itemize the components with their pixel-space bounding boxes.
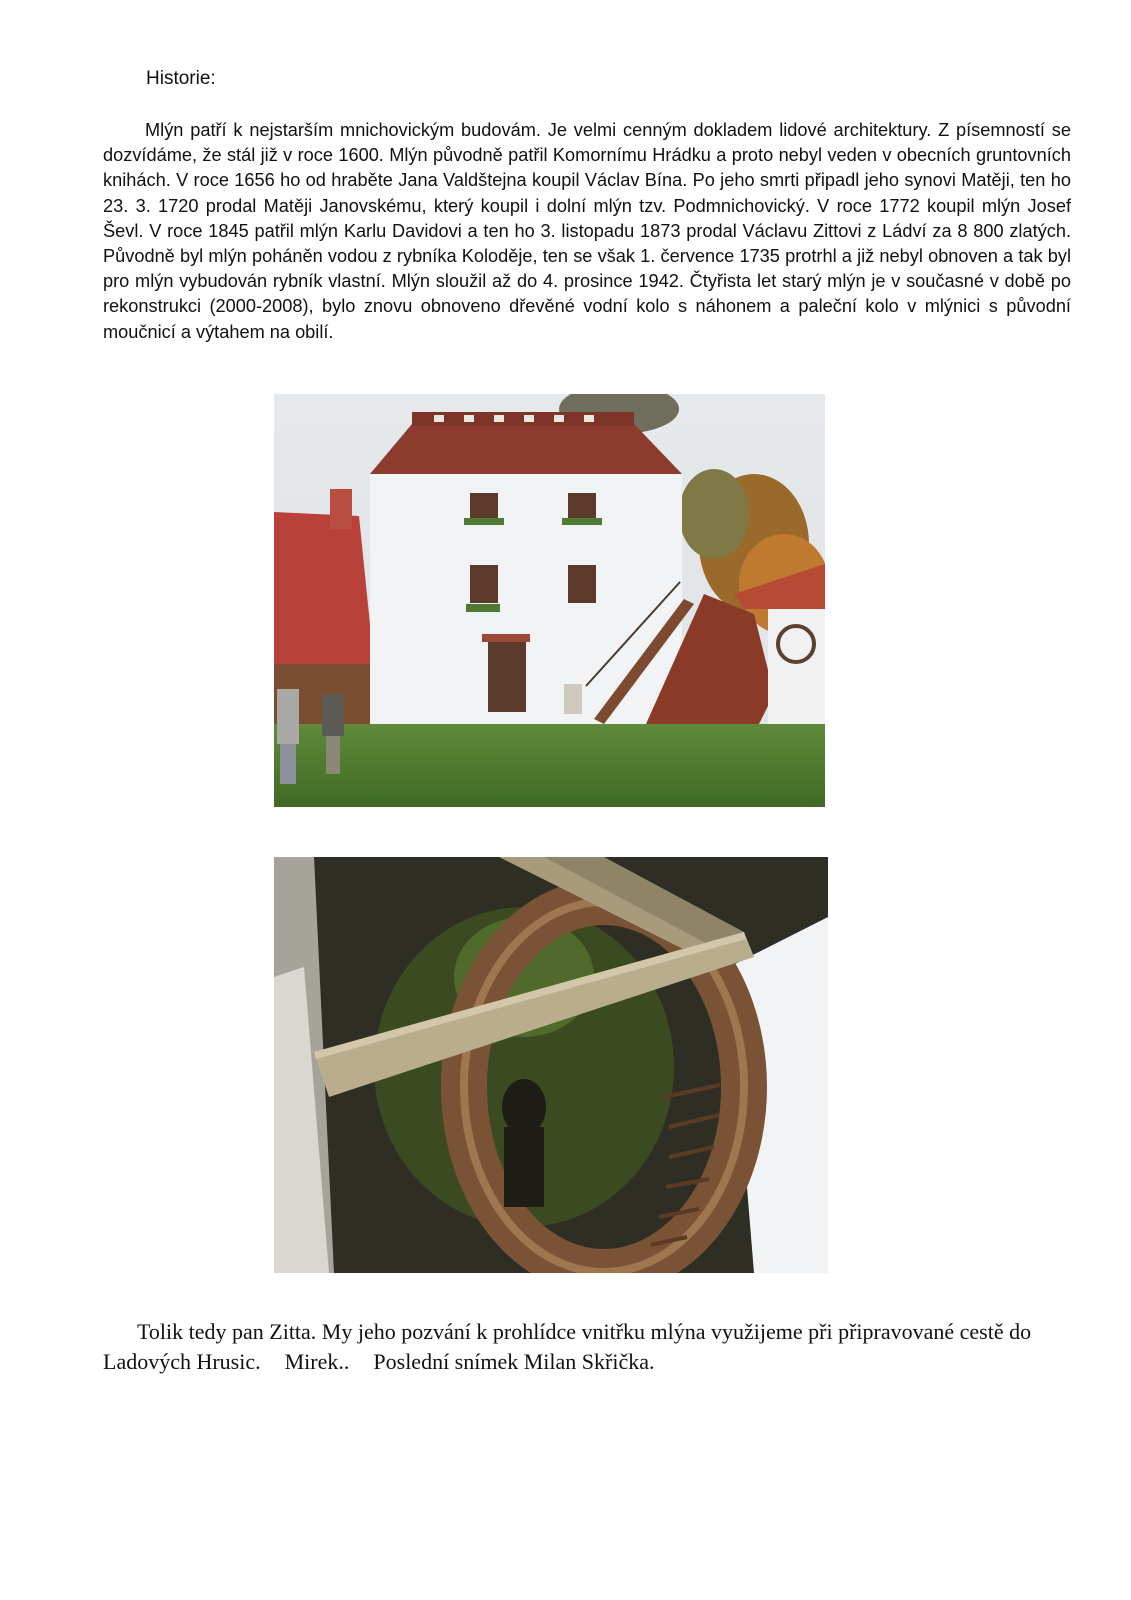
section-heading: Historie: <box>146 68 216 89</box>
photo-credit: Poslední snímek Milan Skřička. <box>373 1349 655 1374</box>
mill-building-photo <box>274 394 825 807</box>
closing-text: Tolik tedy pan Zitta. My jeho pozvání k prohlídce vnitřku mlýna využijeme při připravované cestě do Ladových Hrusic. <box>103 1319 1032 1374</box>
closing-paragraph <box>103 1317 1063 1377</box>
signature: Mirek.. <box>284 1349 350 1374</box>
water-wheel-photo <box>274 857 828 1273</box>
history-paragraph: Mlýn patří k nejstarším mnichovickým budovám. Je velmi cenným dokladem lidové architektury. Z písemností se dozvídáme, že stál již v roce 1600. Mlýn původně patřil Komornímu Hrádku a proto nebyl veden v obecních gruntovních knihách. V roce 1656 ho od hraběte Jana Valdštejna koupil Václav Bína. Po jeho smrti připadl jeho synovi Matěji, ten ho 23. 3. 1720 prodal Matěji Janovskému, který koupil i dolní mlýn tzv. Podmnichovický. V roce 1772 koupil mlýn Josef Ševl. V roce 1845 patřil mlýn Karlu Davidovi a ten ho 3. listopadu 1873 prodal Václavu Zittovi z Ládví za 8 800 zlatých. Původně byl mlýn poháněn vodou z rybníka Koloděje, ten se však 1. července 1735 protrhl a již nebyl obnoven a tak byl pro mlýn vybudován rybník vlastní. Mlýn sloužil až do 4. prosince 1942. Čtyřista let starý mlýn je v současné v době po rekonstrukci (2000-2008), bylo znovu obnoveno dřevěné vodní kolo s náhonem a paleční kolo v mlýnici s původní moučnicí a výtahem na obilí. <box>103 120 1071 342</box>
